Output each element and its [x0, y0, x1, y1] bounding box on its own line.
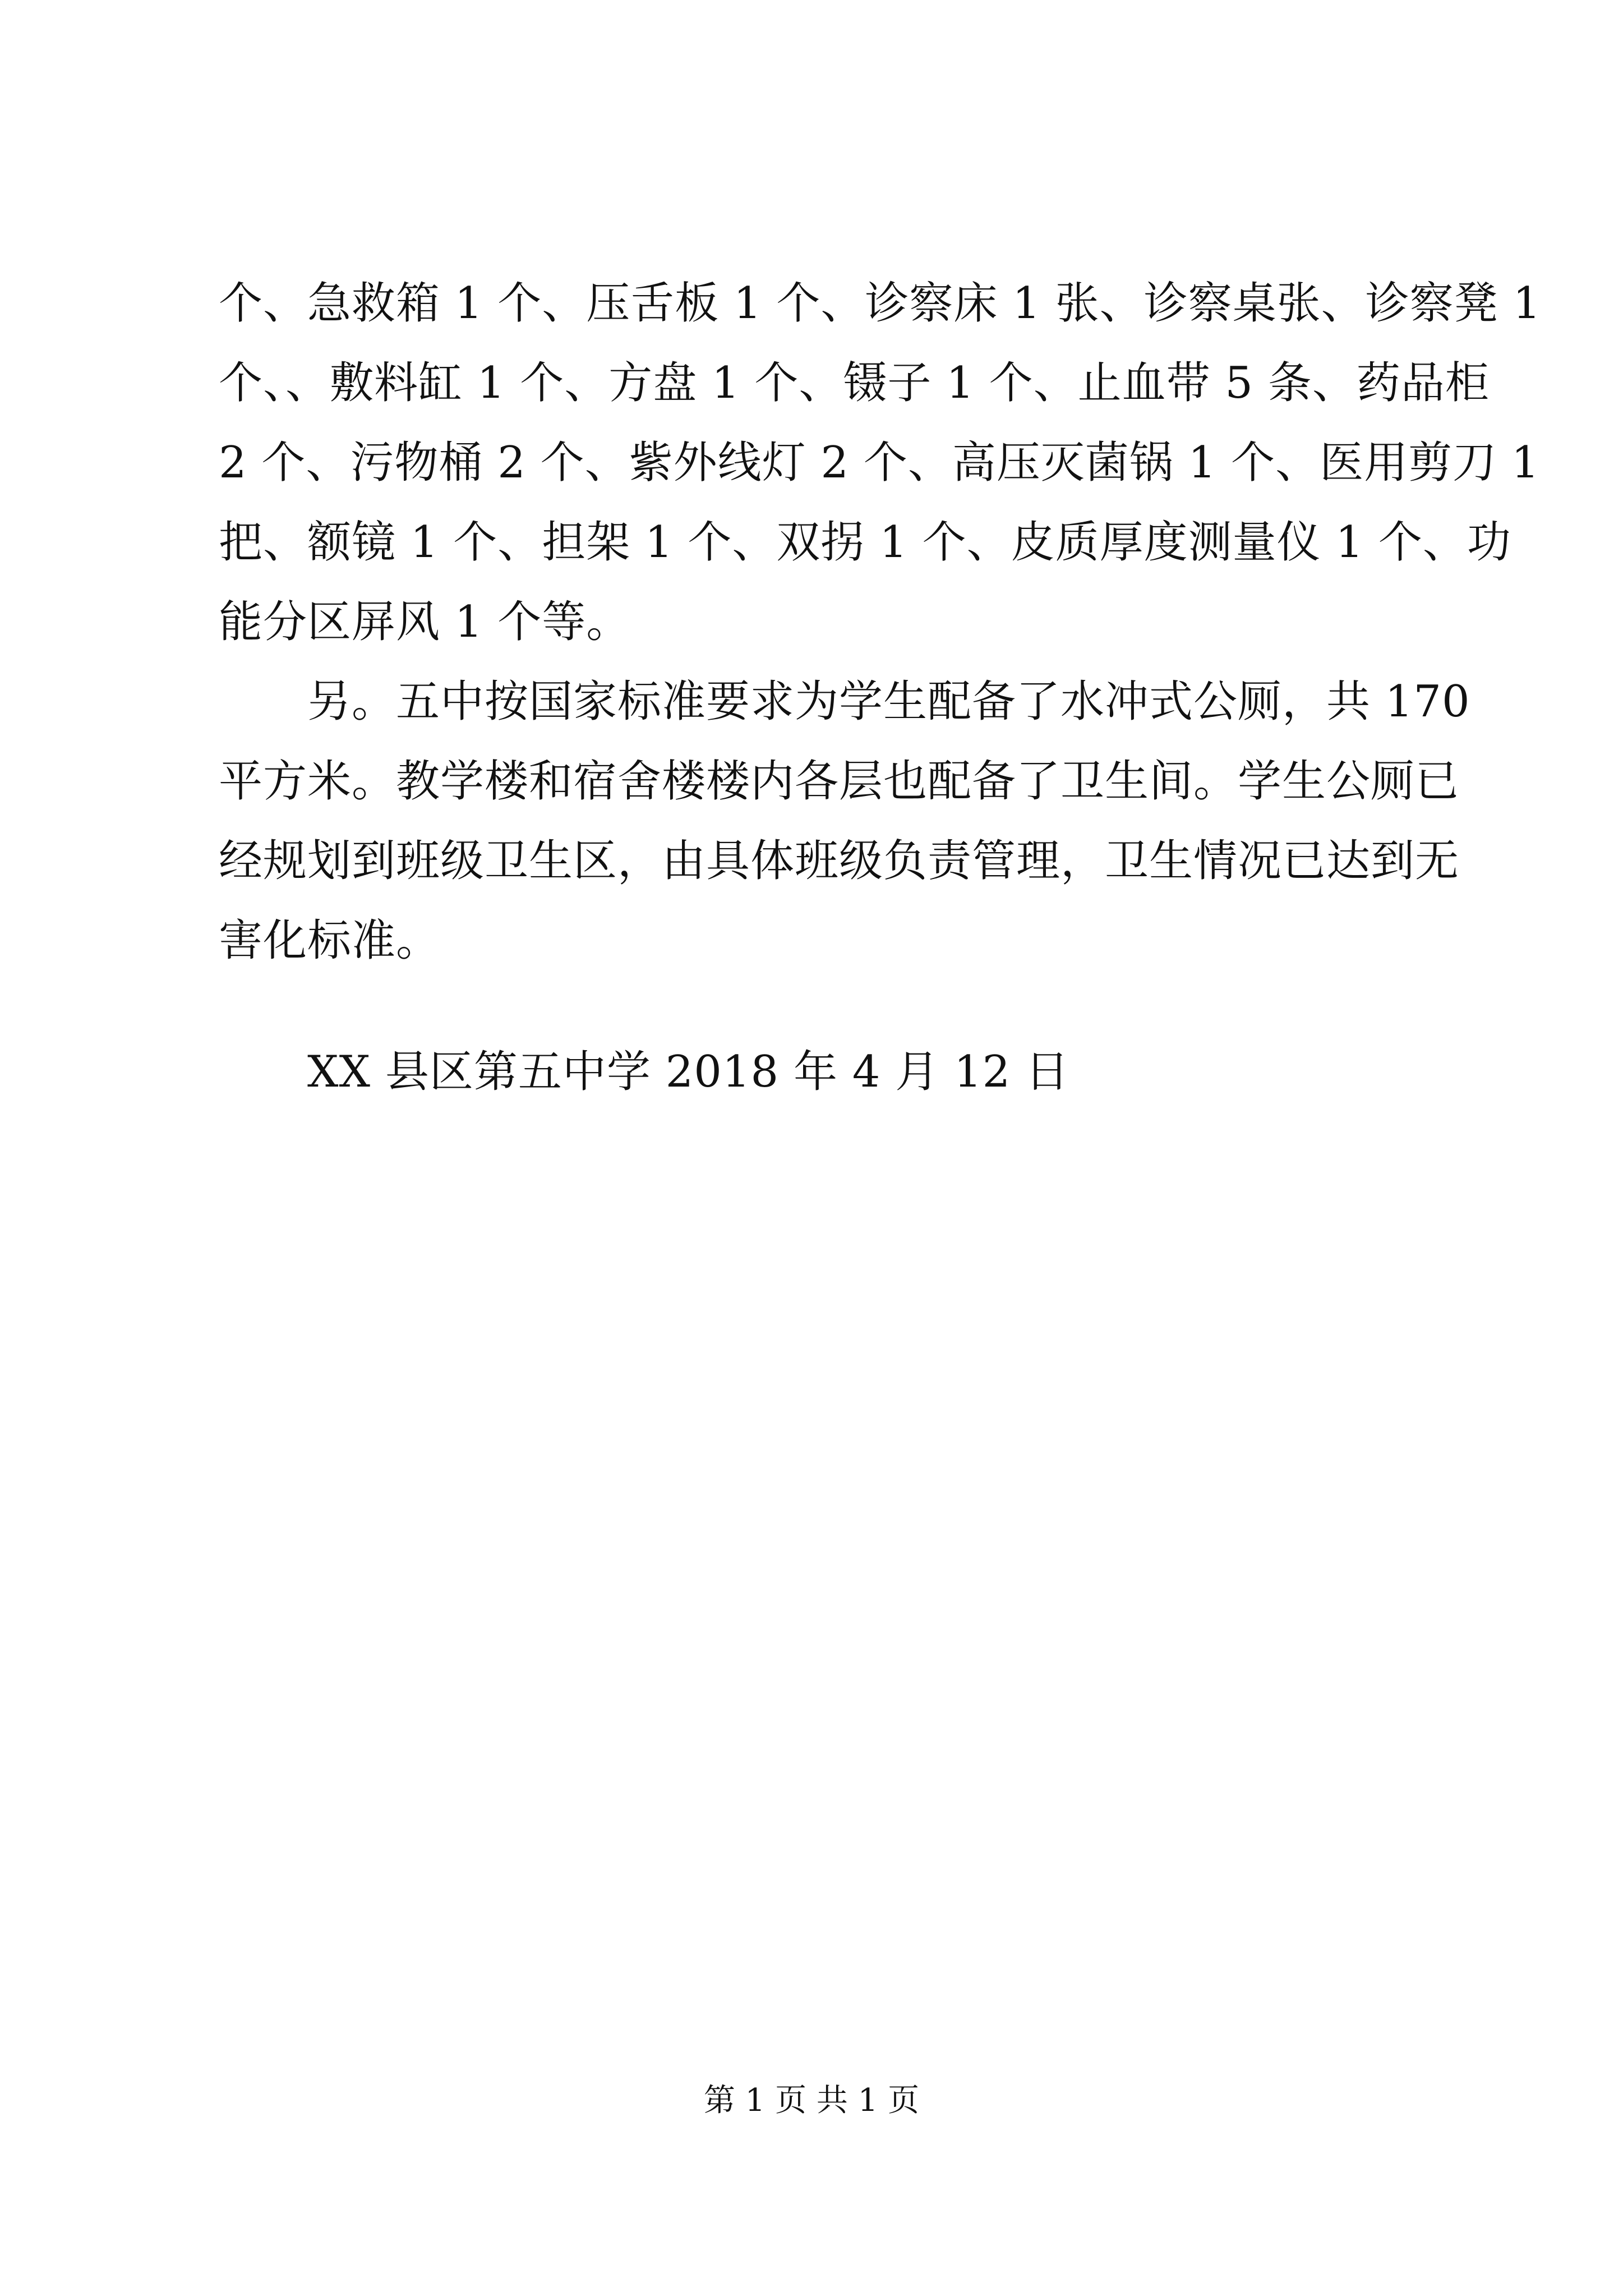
text-line: 能分区屏风 1 个等。 [219, 597, 631, 647]
page-footer [0, 2078, 1623, 2123]
paragraph-equipment-list [219, 264, 1542, 662]
text-line: 个、、敷料缸 1 个、方盘 1 个、镊子 1 个、止血带 5 条、药品柜 [219, 358, 1490, 408]
text-line: 经规划到班级卫生区，由具体班级负责管理，卫生情况已达到无 [219, 836, 1460, 886]
text-line: 害化标准。 [219, 915, 441, 966]
paragraph-toilet-facilities [219, 662, 1470, 981]
text-line: 把、额镜 1 个、担架 1 个、双拐 1 个、皮质厚度测量仪 1 个、功 [219, 517, 1511, 568]
text-line: 平方米。教学楼和宿舍楼楼内各层也配备了卫生间。学生公厕已 [219, 756, 1460, 807]
signature-line: XX 县区第五中学 2018 年 4 月 12 日 [307, 1047, 1069, 1097]
text-line: 另。五中按国家标准要求为学生配备了水冲式公厕，共 170 [307, 677, 1470, 727]
document-body [219, 264, 1542, 981]
text-line: 个、急救箱 1 个、压舌板 1 个、诊察床 1 张、诊察桌张、诊察凳 1 [219, 278, 1542, 329]
text-line: 2 个、污物桶 2 个、紫外线灯 2 个、高压灭菌锅 1 个、医用剪刀 1 [219, 438, 1540, 488]
page-indicator: 第 1 页 共 1 页 [703, 2082, 920, 2119]
